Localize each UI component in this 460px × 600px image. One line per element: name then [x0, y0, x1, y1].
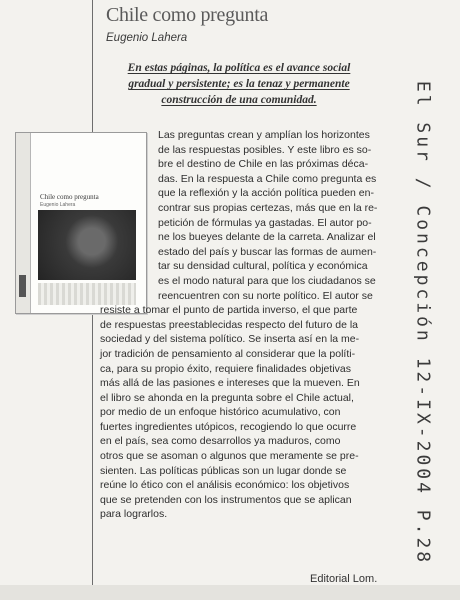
article-body	[0, 128, 400, 522]
body-line: tar su densidad cultural, política y económica	[158, 260, 368, 273]
body-line: estado del país y buscar las formas de aumen-	[158, 245, 377, 258]
handwritten-note-text: El Sur / Concepción 12-IX-2004 P.28	[412, 80, 434, 566]
body-line: das. En la respuesta a Chile como pregunta es	[158, 172, 377, 185]
body-line: contrar sus propias certezas, más que en la re-	[158, 201, 378, 214]
body-line: fuertes ingredientes utópicos, recogiendo lo que ocurre	[100, 420, 357, 433]
body-line: resiste a tomar el punto de partida inverso, el que parte	[100, 304, 358, 317]
body-line: bre el destino de Chile en las próximas déca-	[158, 158, 369, 171]
article-lede: En estas páginas, la política es el avance social gradual y persistente; es la tenaz y permanente construcción de una comunidad.	[127, 62, 351, 106]
body-line: por medio de un enfoque histórico acumulativo, con	[100, 406, 341, 419]
body-line: Las preguntas crean y amplían los horizontes	[158, 129, 370, 141]
article-signature: Editorial Lom.	[310, 573, 378, 585]
body-line: es el modo natural para que los ciudadanos se	[158, 274, 376, 287]
handwritten-annotation	[410, 78, 436, 568]
body-line: petición de fórmulas ya gastadas. El autor po-	[158, 216, 372, 229]
article-title: Chile como pregunta	[106, 4, 269, 26]
body-line: sienten. Las políticas públicas son un lugar donde se	[100, 464, 347, 477]
body-line: reencuentren con su norte político. El autor se	[158, 289, 373, 302]
body-line: para lograrlos.	[100, 508, 168, 521]
body-line: de las respuestas posibles. Y este libro es so-	[158, 143, 372, 156]
body-line: reúne lo ético con el análisis económico: los objetivos	[100, 479, 350, 492]
body-line: en el país, sea como desarrollos ya maduros, como	[100, 435, 341, 448]
body-line: sociedad y del sistema político. Se inserta así en la me-	[100, 333, 360, 346]
body-line: el libro se ahonda en la pregunta sobre el Chile actual,	[100, 391, 354, 404]
book-cover-title: Chile como pregunta	[40, 193, 99, 201]
scan-edge	[0, 585, 460, 600]
body-line: otros que se asoman o algunos que meramente se pre-	[100, 450, 359, 463]
body-line: más allá de las pasiones e intereses que la mueven. En	[100, 377, 360, 390]
body-line: de respuestas preestablecidas respecto del futuro de la	[100, 318, 358, 331]
body-line: que se pretenden con los instrumentos que se aplican	[100, 493, 352, 506]
body-line: jor tradición de pensamiento al considerar que la políti-	[100, 347, 356, 360]
body-line: que la reflexión y la acción política pueden en-	[158, 187, 374, 200]
book-cover-author: Eugenio Lahera	[40, 202, 76, 208]
body-line: ca, para su propio éxito, requiere finalidades objetivas	[100, 362, 351, 375]
body-line: ne los bueyes delante de la carreta. Analizar el	[158, 231, 376, 244]
article-author: Eugenio Lahera	[106, 32, 188, 44]
